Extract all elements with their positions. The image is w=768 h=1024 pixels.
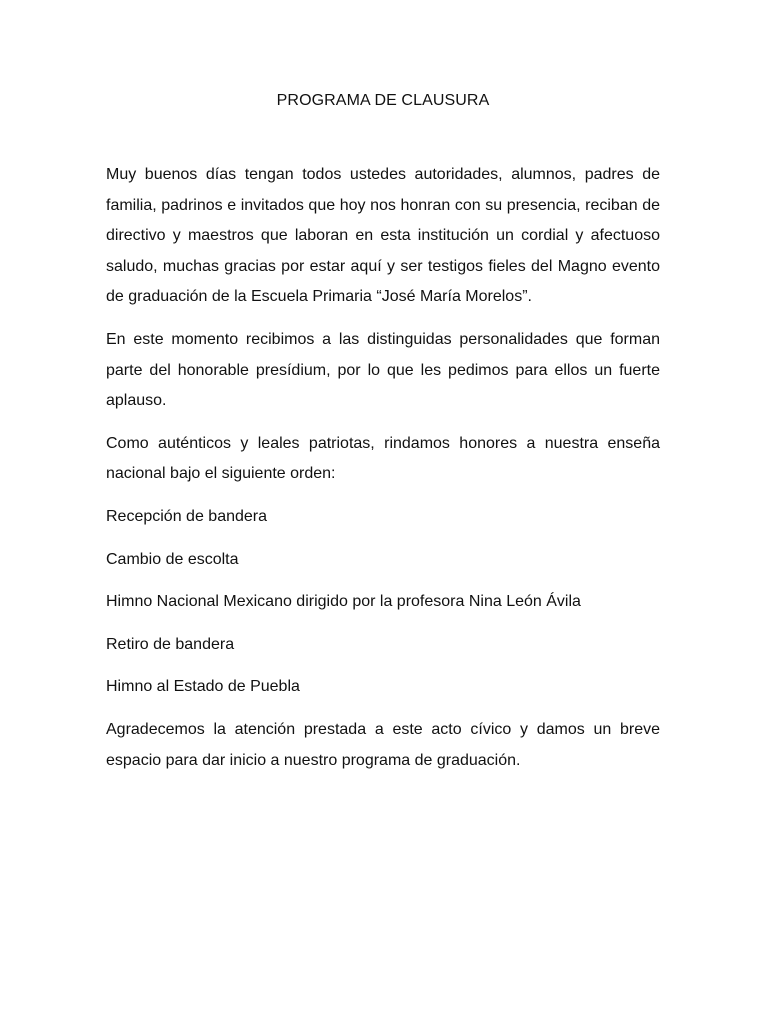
document-body (106, 88, 660, 788)
program-item: Recepción de bandera (106, 507, 268, 525)
program-item: Himno Nacional Mexicano dirigido por la profesora Nina León Ávila (106, 593, 581, 611)
program-item: Cambio de escolta (106, 550, 239, 568)
document-title: PROGRAMA DE CLAUSURA (276, 92, 490, 109)
paragraph-closing: Agradecemos la atención prestada a este acto cívico y damos un breve espacio para dar inicio a nuestro programa de graduación. (106, 720, 660, 769)
program-item: Retiro de bandera (106, 635, 235, 653)
paragraph-welcome: Muy buenos días tengan todos ustedes autoridades, alumnos, padres de familia, padrinos e invitados que hoy nos honran con su presencia, reciban de directivo y maestros que laboran en esta institución un cordial y afectuoso saludo, muchas gracias por estar aquí y ser testigos fieles del Magno evento de graduación de la Escuela Primaria “José María Morelos”. (106, 166, 660, 306)
program-item: Himno al Estado de Puebla (106, 678, 300, 696)
paragraph-honors: Como auténticos y leales patriotas, rindamos honores a nuestra enseña nacional bajo el siguiente orden: (106, 434, 660, 483)
paragraph-presidium: En este momento recibimos a las distinguidas personalidades que forman parte del honorable presídium, por lo que les pedimos para ellos un fuerte aplauso. (106, 330, 660, 410)
